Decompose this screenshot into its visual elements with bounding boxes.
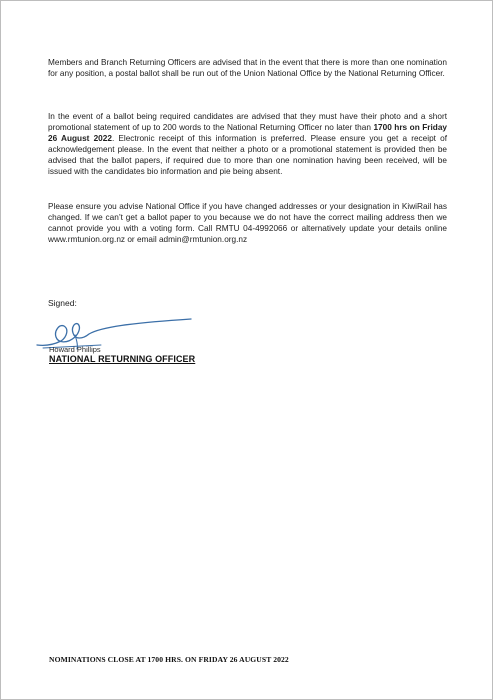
- candidate-photo-paragraph: [48, 111, 447, 177]
- candidate-paragraph-rest: . Electronic receipt of this information is preferred. Please ensure you get a receipt of acknowledgement please. In the event that neither a photo or a promotional statement is provided then be advised that the ballot papers, if required due to more than one nomination having been received, will be issued with the candidates bio information and pie being absent.: [48, 134, 447, 176]
- signer-title: NATIONAL RETURNING OFFICER: [49, 354, 196, 364]
- signer-name: Howard Phillips: [49, 345, 101, 354]
- candidate-paragraph-intro: In the event of a ballot being required candidates are advised that they must have their photo and a short promotional statement of up to 200 words to the National Returning Officer no later than: [48, 112, 447, 132]
- nominations-close-note: NOMINATIONS CLOSE AT 1700 HRS. ON FRIDAY 26 AUGUST 2022: [49, 655, 289, 664]
- submission-deadline: 1700 hrs on Friday 26 August 2022: [48, 123, 447, 143]
- address-update-paragraph: Please ensure you advise National Office if you have changed addresses or your designation in KiwiRail has changed. If we can’t get a ballot paper to you because we do not have the correct mailing address then we cannot provide you with a voting form. Call RMTU 04-4992066 or alternatively update your details online www.rmtunion.org.nz or email admin@rmtunion.org.nz: [48, 202, 447, 244]
- ballot-notice-paragraph: Members and Branch Returning Officers are advised that in the event that there is more than one nomination for any position, a postal ballot shall be run out of the Union National Office by the National Returning Officer.: [48, 58, 447, 78]
- signed-label: Signed:: [48, 298, 77, 308]
